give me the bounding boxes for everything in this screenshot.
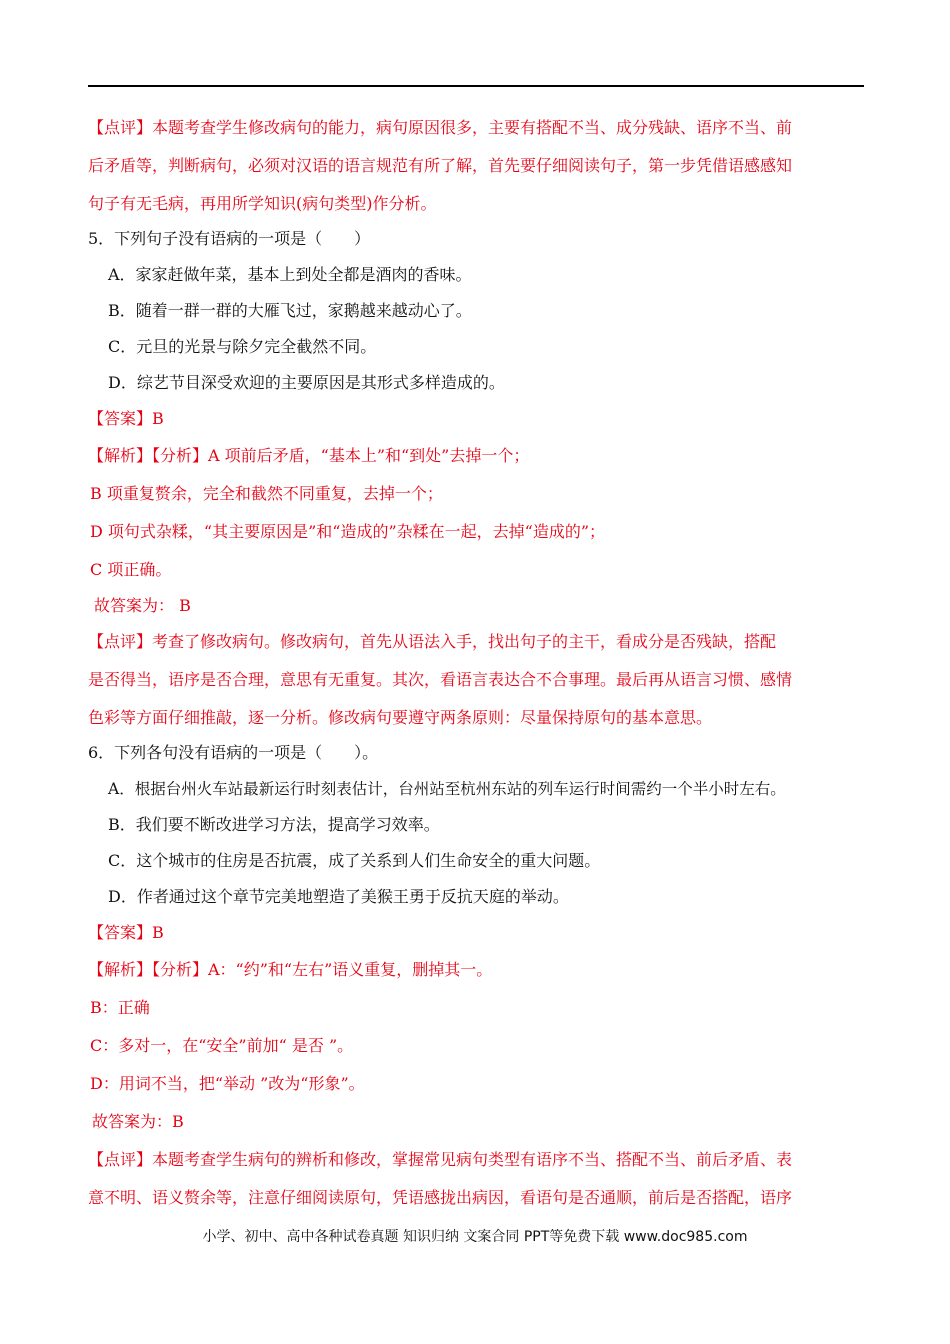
review1-line-1: 【点评】本题考查学生修改病句的能力，病句原因很多，主要有搭配不当、成分残缺、语序不当、前: [88, 118, 793, 137]
header-rule: [88, 85, 864, 87]
q6-answer: 【答案】B: [88, 923, 164, 942]
q6-option-b: B．我们要不断改进学习方法，提高学习效率。: [108, 815, 440, 834]
q5-review-1: 【点评】考查了修改病句。修改病句，首先从语法入手，找出句子的主干，看成分是否残缺，搭配: [88, 632, 777, 651]
q6-analysis-3: C：多对一，在“安全”前加“ 是否 ”。: [90, 1036, 354, 1055]
q6-stem: 6．下列各句没有语病的一项是（ ）。: [88, 743, 379, 762]
q6-option-c: C．这个城市的住房是否抗震，成了关系到人们生命安全的重大问题。: [108, 851, 601, 870]
q5-review-2: 是否得当，语序是否合理，意思有无重复。其次，看语言表达合不合事理。最后再从语言习惯、感情: [88, 670, 793, 689]
q6-review-2: 意不明、语义赘余等，注意仔细阅读原句，凭语感拢出病因，看语句是否通顺，前后是否搭配，语序: [88, 1188, 793, 1207]
q6-option-d: D．作者通过这个章节完美地塑造了美猴王勇于反抗天庭的举动。: [108, 887, 569, 906]
q5-option-c: C．元旦的光景与除夕完全截然不同。: [108, 337, 377, 356]
q5-final-answer: 故答案为： B: [94, 596, 191, 615]
q5-analysis-1: 【解析】【分析】A 项前后矛盾，“基本上”和“到处”去掉一个；: [88, 446, 530, 465]
q5-answer: 【答案】B: [88, 409, 164, 428]
q6-analysis-4: D：用词不当，把“举动 ”改为“形象”。: [90, 1074, 365, 1093]
q5-analysis-4: C 项正确。: [90, 560, 172, 579]
review1-line-2: 后矛盾等，判断病句，必须对汉语的语言规范有所了解，首先要仔细阅读句子，第一步凭借语感感知: [88, 156, 793, 175]
q5-option-a: A．家家赶做年菜，基本上到处全都是酒肉的香味。: [108, 265, 472, 284]
q6-option-a: A．根据台州火车站最新运行时刻表估计，台州站至杭州东站的列车运行时间需约一个半小时左右。: [108, 780, 786, 798]
q6-analysis-2: B：正确: [90, 998, 150, 1017]
q5-stem: 5．下列句子没有语病的一项是（ ）: [88, 229, 371, 248]
review1-line-3: 句子有无毛病，再用所学知识(病句类型)作分析。: [88, 194, 437, 213]
q5-analysis-2: B 项重复赘余，完全和截然不同重复，去掉一个；: [90, 484, 443, 503]
q5-option-d: D．综艺节目深受欢迎的主要原因是其形式多样造成的。: [108, 373, 505, 392]
q5-option-b: B．随着一群一群的大雁飞过，家鹅越来越动心了。: [108, 301, 472, 320]
q6-analysis-1: 【解析】【分析】A：“约”和“左右”语义重复，删掉其一。: [88, 960, 493, 979]
q5-analysis-3: D 项句式杂糅，“其主要原因是”和“造成的”杂糅在一起，去掉“造成的”；: [90, 522, 605, 541]
q6-final-answer: 故答案为：B: [92, 1112, 184, 1131]
q6-review-1: 【点评】本题考查学生病句的辨析和修改，掌握常见病句类型有语序不当、搭配不当、前后矛盾、表: [88, 1150, 793, 1169]
page-footer: 小学、初中、高中各种试卷真题 知识归纳 文案合同 PPT等免费下载 www.doc985.com: [202, 1229, 748, 1245]
q5-review-3: 色彩等方面仔细推敲，逐一分析。修改病句要遵守两条原则：尽量保持原句的基本意思。: [88, 708, 713, 727]
